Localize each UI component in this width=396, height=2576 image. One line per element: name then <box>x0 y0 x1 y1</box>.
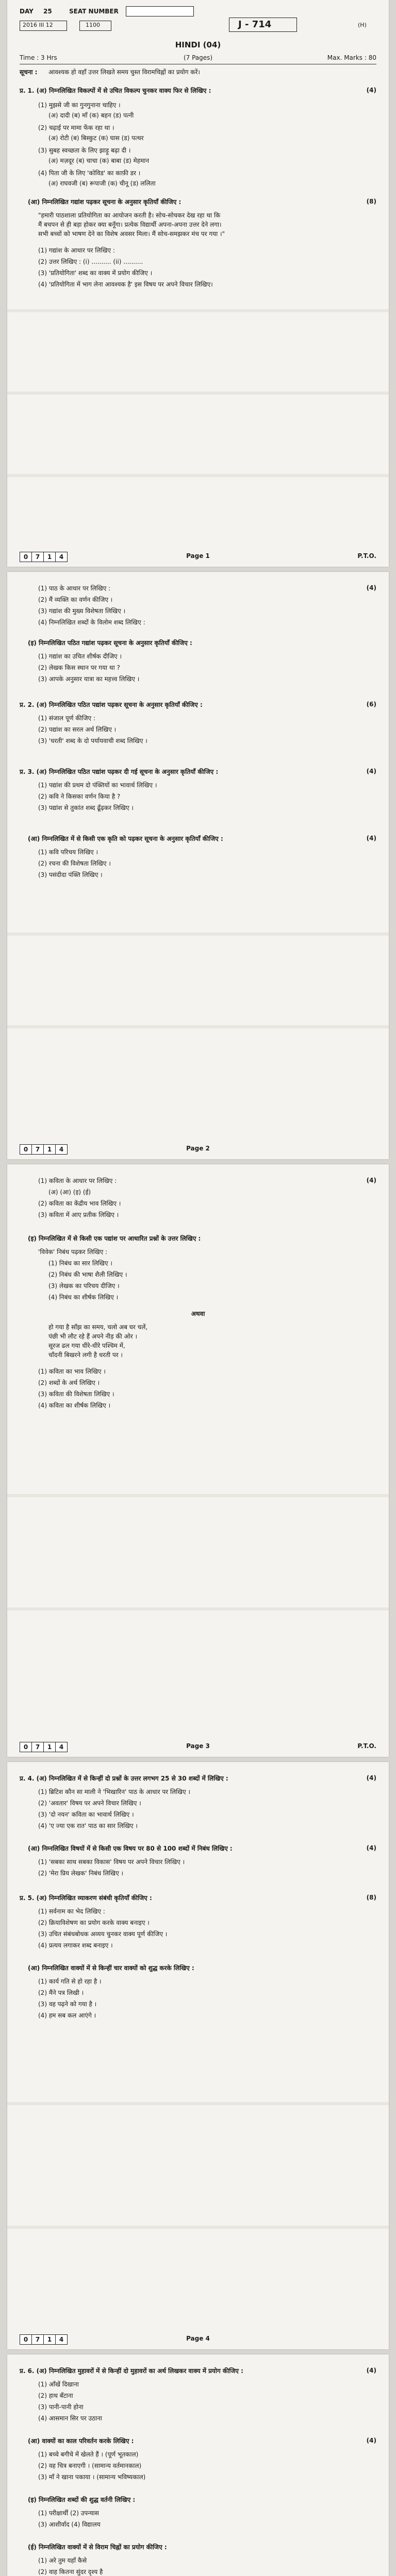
instruction-text: आवश्यक हो वहाँ उत्तर लिखते समय चुस्त विरामचिह्नों का प्रयोग करें। <box>48 69 200 76</box>
q1a-options: (अ) मज़दूर (ब) चाचा (क) बाबा (ड) मेहमान <box>48 157 150 164</box>
q10-item: (1) सर्वनाम का भेद लिखिए : <box>38 1908 105 1915</box>
q6-header: (अ) (आ) (इ) (ई) <box>48 1189 91 1196</box>
scan-shading <box>7 309 389 312</box>
day-label: DAY <box>20 8 34 15</box>
q2b-item: (2) लेखक किस स्थान पर गया था ? <box>38 664 120 671</box>
code-digit: 0 <box>20 1742 32 1752</box>
q9-title: (आ) निम्नलिखित विषयों में से किसी एक विषय पर 80 से 100 शब्दों में निबंध लिखिए : <box>28 1845 233 1852</box>
q14-item: (3) आशीर्वाद (4) विद्यालय <box>38 2521 101 2528</box>
q1a-item: (2) चढ़ाई पर मामा फेंक रहा था । <box>38 124 114 131</box>
footer-pto: P.T.O. <box>357 552 376 560</box>
q12-item: (2) हाथ बँटाना <box>38 2392 73 2399</box>
q8-item: (3) 'दो नयन' कविता का भावार्थ लिखिए । <box>38 1811 134 1818</box>
q1a-marks: (4) <box>366 87 376 94</box>
scan-shading <box>7 392 389 395</box>
q4-item: (2) कवि ने किसका वर्णन किया है ? <box>38 793 121 800</box>
q12-marks: (4) <box>366 2367 376 2374</box>
q7-line: (1) निबंध का सार लिखिए । <box>48 1260 112 1267</box>
page-3 <box>7 1164 389 1757</box>
poem-line: चाँदनी बिखरने लगी है धरती पर । <box>48 1351 123 1359</box>
code-digit: 7 <box>31 1144 44 1155</box>
q15-item: (1) अरे तुम यहाँ कैसे <box>38 2557 87 2564</box>
q2b-intro: (इ) निम्नलिखित पठित गद्यांश पढ़कर सूचना के अनुसार कृतियाँ कीजिए : <box>28 639 192 647</box>
q10-item: (4) प्रत्यय लगाकर शब्द बनाइए । <box>38 1942 113 1949</box>
q5-title: (आ) निम्नलिखित में से किसी एक कृति को पढ़कर सूचना के अनुसार कृतियाँ कीजिए : <box>28 835 223 842</box>
footer-pto: P.T.O. <box>357 1742 376 1750</box>
footer-page-number: Page 2 <box>186 1145 210 1152</box>
day-value: 25 <box>43 8 52 15</box>
q11-item: (1) कार्य गति से हो रहा है । <box>38 1978 102 1985</box>
q8-item: (2) 'अवतार' विषय पर अपने विचार लिखिए । <box>38 1800 141 1807</box>
q2a-line: (2) मैं व्यक्ति का वर्णन कीजिए । <box>38 596 113 603</box>
q10-title: प्र. 5. (अ) निम्नलिखित व्याकरण संबंधी कृतियाँ कीजिए : <box>20 1894 152 1902</box>
q1b-task: (2) उत्तर लिखिए : (i) .......... (ii) .......... <box>38 258 143 265</box>
q1b-marks: (8) <box>366 198 376 205</box>
poem-task: (4) कविता का शीर्षक लिखिए । <box>38 1402 111 1409</box>
q6-line: (2) कविता का केंद्रीय भाव लिखिए । <box>38 1200 121 1207</box>
q5-item: (3) पसंदीदा पंक्ति लिखिए । <box>38 871 103 878</box>
q9-marks: (4) <box>366 1844 376 1852</box>
code-digit: 1 <box>43 1742 56 1752</box>
q9-item: (2) 'मेरा प्रिय लेखक' निबंध लिखिए । <box>38 1870 124 1877</box>
footer-page-number: Page 1 <box>186 552 210 560</box>
poem-task: (1) कविता का भाव लिखिए । <box>38 1368 106 1375</box>
q6-marks: (4) <box>366 1177 376 1184</box>
q1b-task: (4) 'प्रतियोगिता में भाग लेना आवश्यक है' इस विषय पर अपने विचार लिखिए। <box>38 281 213 288</box>
code-digit: 0 <box>20 1144 32 1155</box>
scan-shading <box>7 474 389 477</box>
q8-item: (4) 'ए ज्या एक रात' पाठ का सार लिखिए । <box>38 1822 138 1829</box>
code-digit: 4 <box>55 1144 68 1155</box>
q7-title: (इ) निम्नलिखित में से किसी एक पद्यांश पर आधारित प्रश्नों के उत्तर लिखिए : <box>28 1235 201 1242</box>
q1a-options: (अ) दादी (ब) माँ (क) बहन (ड) पत्नी <box>48 112 134 119</box>
page-5 <box>7 2354 389 2576</box>
q4-marks: (4) <box>366 768 376 775</box>
q1b-title: (आ) निम्नलिखित गद्यांश पढ़कर सूचना के अनुसार कृतियाँ कीजिए : <box>28 198 182 206</box>
code-digit: 4 <box>55 2334 68 2345</box>
max-marks: Max. Marks : 80 <box>327 54 376 61</box>
q15-item: (2) वाह कितना सुंदर दृश्य है <box>38 2568 103 2575</box>
time-allowed: Time : 3 Hrs <box>20 54 57 61</box>
q12-item: (4) आसमान सिर पर उठाना <box>38 2415 102 2422</box>
scan-shading <box>7 1025 389 1028</box>
q4-title: प्र. 3. (अ) निम्नलिखित पठित पद्यांश पढ़कर दी गई सूचना के अनुसार कृतियाँ कीजिए : <box>20 768 219 775</box>
q2a-line: (1) पाठ के आधार पर लिखिए : <box>38 585 111 592</box>
q8-marks: (4) <box>366 1774 376 1782</box>
q12-item: (3) पानी-पानी होना <box>38 2403 84 2411</box>
q10-item: (3) उचित संबंधबोधक अव्यय चुनकर वाक्य पूर्ण कीजिए । <box>38 1930 168 1938</box>
q9-item: (1) 'सबका साथ सबका विकास' विषय पर अपने विचार लिखिए । <box>38 1858 185 1866</box>
q4-item: (1) पद्यांश की प्रथम दो पंक्तियों का भावार्थ लिखिए । <box>38 782 157 789</box>
q13-marks: (4) <box>366 2437 376 2444</box>
q5-item: (2) रचना की विशेषता लिखिए । <box>38 860 111 867</box>
paper-code: J - 714 <box>238 19 272 30</box>
q11-item: (3) वह पढ़ने को गया है । <box>38 2001 97 2008</box>
q1b-task: (1) गद्यांश के आधार पर लिखिए : <box>38 247 115 254</box>
q11-title: (आ) निम्नलिखित वाक्यों में से किन्हीं चार वाक्यों को शुद्ध करके लिखिए : <box>28 1964 194 1972</box>
poem-line: हो गया है साँझ का समय, चलो अब घर चलें, <box>48 1324 148 1331</box>
footer-page-number: Page 3 <box>186 1742 210 1750</box>
poem-line: पंछी भी लौट रहे हैं अपने नीड़ की ओर । <box>48 1333 138 1340</box>
field-3: (H) <box>358 22 367 28</box>
code-digit: 4 <box>55 1742 68 1752</box>
code-digit: 1 <box>43 2334 56 2345</box>
q13-item: (2) वह चित्र बनाएगी । (सामान्य वर्तमानकाल) <box>38 2462 142 2469</box>
code-digit: 7 <box>31 1742 44 1752</box>
scan-shading <box>7 933 389 936</box>
q1b-passage-line: मैं बचपन से ही बड़ा होकर क्या बनूँगा। प्रत्येक विद्यार्थी अपना-अपना उत्तर देने लगा। <box>38 221 222 228</box>
page-2 <box>7 572 389 1159</box>
footer-page-number: Page 4 <box>186 2335 210 2342</box>
code-digit: 7 <box>31 2334 44 2345</box>
code-digit: 4 <box>55 552 68 562</box>
q3-item: (1) संजाल पूर्ण कीजिए : <box>38 715 96 722</box>
q10-marks: (8) <box>366 1894 376 1901</box>
q1a-options: (अ) राघवजी (ब) रूपाजी (क) चीनू (ड) ललिता <box>48 180 156 187</box>
poem-line: सूरज ढल गया धीरे-धीरे पश्चिम में, <box>48 1342 125 1349</box>
q2b-item: (1) गद्यांश का उचित शीर्षक दीजिए । <box>38 653 122 660</box>
q6-line: (1) कविता के आधार पर लिखिए : <box>38 1177 117 1184</box>
q13-item: (3) माँ ने खाना पकाया । (सामान्य भविष्यकाल) <box>38 2473 146 2481</box>
q12-title: प्र. 6. (अ) निम्नलिखित मुहावरों में से किन्हीं दो मुहावरों का अर्थ लिखकर वाक्य में प्रयोग कीजिए : <box>20 2367 243 2375</box>
code-digit: 1 <box>43 552 56 562</box>
q15-title: (ई) निम्नलिखित वाक्यों में से विराम चिह्नों का प्रयोग कीजिए : <box>28 2544 167 2551</box>
q3-title: प्र. 2. (अ) निम्नलिखित पठित पद्यांश पढ़कर सूचना के अनुसार कृतियाँ कीजिए : <box>20 701 203 708</box>
page-1 <box>7 0 389 567</box>
q11-item: (4) हम सब कल आएंगे । <box>38 2012 96 2019</box>
page-count: (7 Pages) <box>183 54 213 61</box>
field-1: 2016 III 12 <box>23 22 53 28</box>
q7-line: 'विवेक' निबंध पढ़कर लिखिए : <box>38 1248 108 1256</box>
or-separator: अथवा <box>191 1310 205 1317</box>
q12-item: (1) आँखें दिखाना <box>38 2381 79 2388</box>
scan-shading <box>7 2226 389 2229</box>
q7-line: (2) निबंध की भाषा शैली लिखिए । <box>48 1271 127 1278</box>
q11-item: (2) मैंने पत्र लिखी । <box>38 1989 84 1996</box>
code-digit: 7 <box>31 552 44 562</box>
q14-item: (1) परीक्षार्थी (2) उपन्यास <box>38 2510 99 2517</box>
code-digit: 0 <box>20 2334 32 2345</box>
field-2: 1100 <box>86 22 100 28</box>
subject-title: HINDI (04) <box>175 40 221 49</box>
q3-item: (3) 'धरती' शब्द के दो पर्यायवाची शब्द लिखिए । <box>38 737 147 744</box>
q5-item: (1) कवि परिचय लिखिए । <box>38 849 98 856</box>
q1b-passage-line: "हमारी पाठशाला प्रतियोगिता का आयोजन करती है। सोच-सोचकर देख रहा था कि <box>38 212 221 219</box>
poem-task: (3) कविता की विशेषता लिखिए । <box>38 1391 114 1398</box>
q4-item: (3) पद्यांश से तुकांत शब्द ढूँढ़कर लिखिए । <box>38 804 134 811</box>
q1b-passage-line: सभी बच्चों को भाषण देने का विशेष अवसर मिला। मैं सोच-समझकर मंच पर गया ।" <box>38 230 225 238</box>
q8-item: (1) ब्रिटिश कौन सा माली ने 'भिखारिन' पाठ के आधार पर लिखिए । <box>38 1788 191 1795</box>
q2a-line: (4) निम्नलिखित शब्दों के विलोम शब्द लिखिए : <box>38 619 145 626</box>
q6-line: (3) कविता में आए प्रतीक लिखिए । <box>38 1211 119 1218</box>
instruction-label: सूचना : <box>20 69 38 76</box>
scan-shading <box>7 1494 389 1497</box>
q1a-item: (4) पिता जी के लिए 'कोविड' का काफ़ी डर । <box>38 170 141 177</box>
q2a-line: (3) गद्यांश की मुख्य विशेषता लिखिए । <box>38 607 126 615</box>
code-digit: 0 <box>20 552 32 562</box>
q3-item: (2) पद्यांश का सरल अर्थ लिखिए । <box>38 726 117 733</box>
q2-marks: (4) <box>366 584 376 591</box>
scan-shading <box>7 1607 389 1611</box>
q13-item: (1) बच्चे बगीचे में खेलते हैं । (पूर्ण भूतकाल) <box>38 2451 139 2458</box>
q1a-item: (1) मुझसे जी का गुनगुनाना चाहिए । <box>38 101 121 109</box>
q1a-item: (3) सुबह स्वच्छता के लिए झाड़ू बढ़ा दी । <box>38 147 131 154</box>
scan-shading <box>7 2102 389 2105</box>
q2b-item: (3) आपके अनुसार यात्रा का महत्त्व लिखिए । <box>38 675 140 683</box>
q7-line: (4) निबंध का शीर्षक लिखिए । <box>48 1294 119 1301</box>
q5-marks: (4) <box>366 835 376 842</box>
code-digit: 1 <box>43 1144 56 1155</box>
seat-number-box <box>126 6 194 16</box>
poem-task: (2) शब्दों के अर्थ लिखिए । <box>38 1379 100 1386</box>
q13-title: (आ) वाक्यों का काल परिवर्तन करके लिखिए : <box>28 2437 134 2445</box>
page-4 <box>7 1762 389 2349</box>
q1b-task: (3) 'प्रतियोगिता' शब्द का वाक्य में प्रयोग कीजिए । <box>38 269 153 277</box>
q8-title: प्र. 4. (अ) निम्नलिखित में से किन्हीं दो प्रश्नों के उत्तर लगभग 25 से 30 शब्दों में लिखिए : <box>20 1775 228 1782</box>
q1a-title: प्र. 1. (अ) निम्नलिखित विकल्पों में से उचित विकल्प चुनकर वाक्य फिर से लिखिए : <box>20 87 211 94</box>
q7-line: (3) लेखक का परिचय दीजिए । <box>48 1282 120 1290</box>
q3-marks: (6) <box>366 701 376 708</box>
q14-title: (इ) निम्नलिखित शब्दों की शुद्ध वर्तनी लिखिए : <box>28 2496 136 2503</box>
q10-item: (2) क्रियाविशेषण का प्रयोग करके वाक्य बनाइए । <box>38 1919 150 1926</box>
seat-number-label: SEAT NUMBER <box>69 8 119 15</box>
q1a-options: (अ) रोटी (ब) बिस्कुट (क) घास (ड) पत्थर <box>48 134 144 142</box>
